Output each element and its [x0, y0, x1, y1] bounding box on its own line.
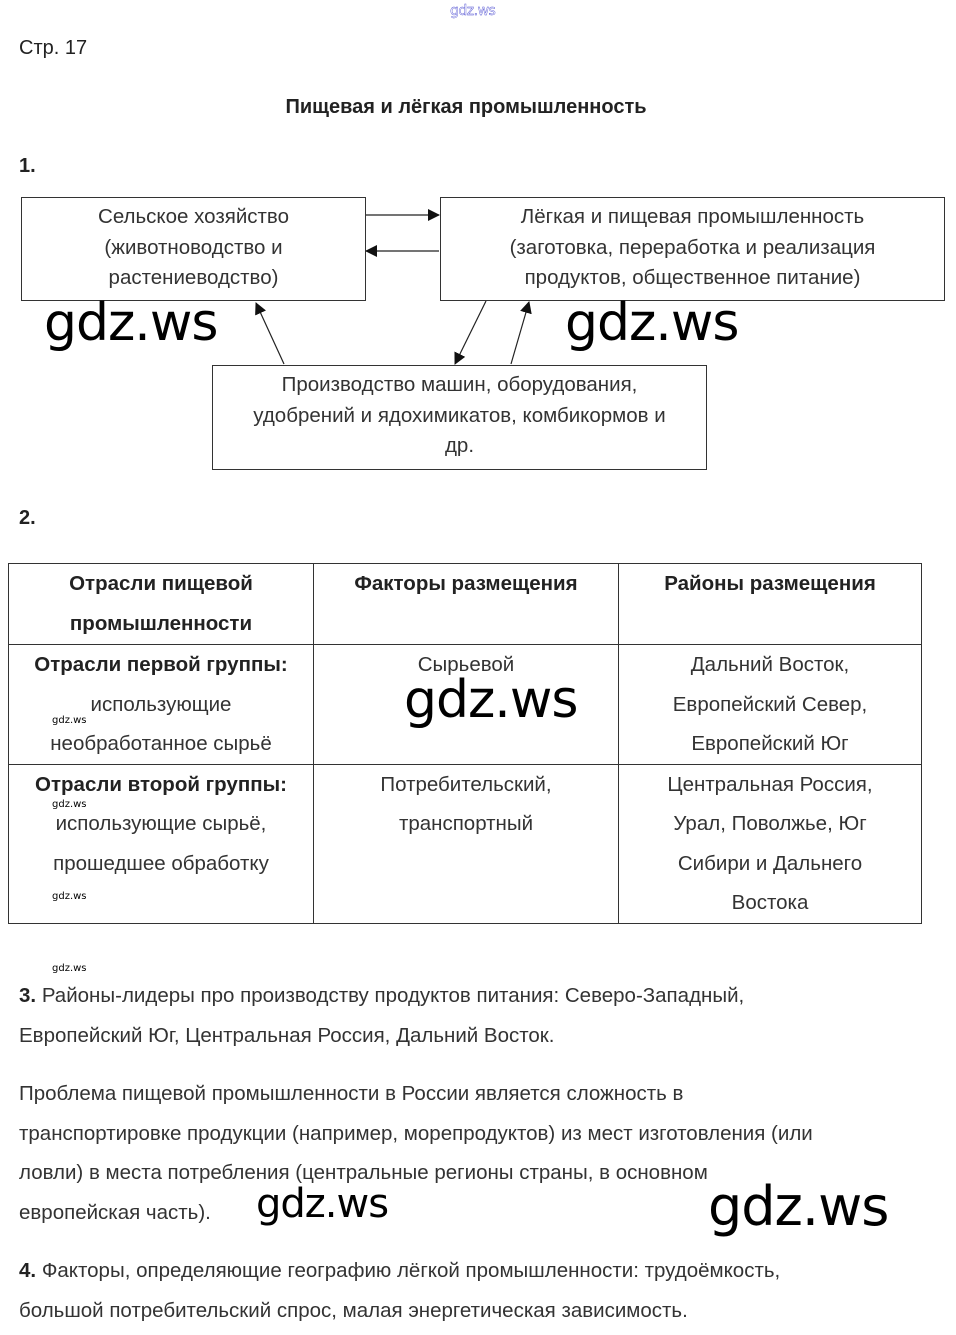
box-production-line: Производство машин, оборудования, [281, 373, 638, 396]
watermark-top: gdz.ws [450, 3, 496, 19]
header-cell-regions [619, 564, 922, 645]
problem-line: Проблема пищевой промышленности в России является сложность в [19, 1082, 684, 1105]
watermark-diagram-right: gdz.ws [565, 293, 739, 353]
task3-answer [19, 976, 939, 1055]
header-line: Факторы размещения [354, 572, 578, 595]
task3-number: 3. [19, 984, 37, 1007]
group-desc-line: прошедшее обработку [53, 851, 269, 875]
problem-line: европейская часть). [19, 1200, 211, 1224]
box-production-line: удобрений и ядохимикатов, комбикормов и [253, 403, 666, 427]
region-line: Европейский Север, [672, 692, 868, 716]
box-production-line: др. [444, 434, 475, 457]
watermark-table: gdz.ws [404, 670, 578, 730]
box-industry-line: Лёгкая и пищевая промышленность [520, 205, 865, 228]
region-line: Урал, Поволжье, Юг [673, 812, 867, 835]
box-production [212, 365, 707, 470]
task4-line: большой потребительский спрос, малая энергетическая зависимость. [19, 1298, 688, 1322]
page-label: Стр. 17 [19, 37, 88, 59]
factor-line: Потребительский, [380, 772, 552, 796]
watermark-small: gdz.ws [52, 963, 87, 974]
arrow-production-to-agriculture [256, 303, 284, 364]
placement-table [8, 563, 922, 924]
header-cell-branches [9, 564, 314, 645]
table-row [9, 764, 922, 923]
table-header-row [9, 564, 922, 645]
box-agriculture-line: растениеводство) [108, 266, 279, 289]
task4-answer [19, 1251, 939, 1330]
watermark-text-right: gdz.ws [708, 1175, 889, 1238]
factor-line: транспортный [398, 812, 534, 835]
cell-regions [619, 645, 922, 765]
arrow-production-to-industry [511, 302, 529, 364]
cell-regions [619, 764, 922, 923]
box-industry-line: продуктов, общественное питание) [524, 266, 861, 289]
problem-line: ловли) в места потребления (центральные регионы страны, в основном [19, 1161, 708, 1184]
watermark-small: gdz.ws [52, 715, 87, 726]
task3-line: Европейский Юг, Центральная Россия, Дальний Восток. [19, 1023, 555, 1047]
group-title: Отрасли второй группы: [35, 772, 287, 796]
group-title: Отрасли первой группы: [34, 653, 288, 676]
group-desc-line: использующие сырьё, [55, 812, 267, 835]
box-agriculture [21, 197, 366, 301]
problem-line: транспортировке продукции (например, морепродуктов) из мест изготовления (или [19, 1121, 813, 1145]
header-line: промышленности [69, 611, 253, 635]
box-industry [440, 197, 945, 301]
watermark-text-left: gdz.ws [256, 1181, 389, 1227]
cell-group [9, 645, 314, 765]
header-line: Отрасли пищевой [69, 572, 253, 595]
header-line: Районы размещения [664, 572, 876, 595]
page-title: Пищевая и лёгкая промышленность [285, 96, 647, 118]
region-line: Востока [731, 891, 809, 914]
group-desc-line: использующие [90, 692, 232, 716]
region-line: Центральная Россия, [667, 772, 873, 796]
header-cell-factors [314, 564, 619, 645]
box-agriculture-line: (животноводство и [104, 235, 283, 259]
task3-line [19, 976, 939, 1016]
watermark-diagram-left: gdz.ws [44, 293, 218, 353]
factor-line: Сырьевой [417, 653, 515, 676]
arrow-industry-to-production [455, 301, 486, 364]
task4-number: 4. [19, 1259, 37, 1282]
watermark-small: gdz.ws [52, 891, 87, 902]
task3-text: Районы-лидеры про производству продуктов питания: Северо-Западный, [41, 984, 745, 1007]
region-line: Европейский Юг [691, 732, 849, 755]
task4-text: Факторы, определяющие географию лёгкой промышленности: трудоёмкость, [41, 1259, 781, 1282]
box-agriculture-line: Сельское хозяйство [98, 205, 289, 228]
task1-number: 1. [19, 155, 36, 177]
task4-line [19, 1251, 939, 1291]
watermark-small: gdz.ws [52, 799, 87, 810]
task2-number: 2. [19, 507, 36, 529]
group-desc-line: необработанное сырьё [50, 732, 272, 755]
box-industry-line: (заготовка, переработка и реализация [509, 235, 876, 259]
cell-factors [314, 764, 619, 923]
region-line: Дальний Восток, [690, 653, 850, 676]
region-line: Сибири и Дальнего [677, 851, 863, 875]
